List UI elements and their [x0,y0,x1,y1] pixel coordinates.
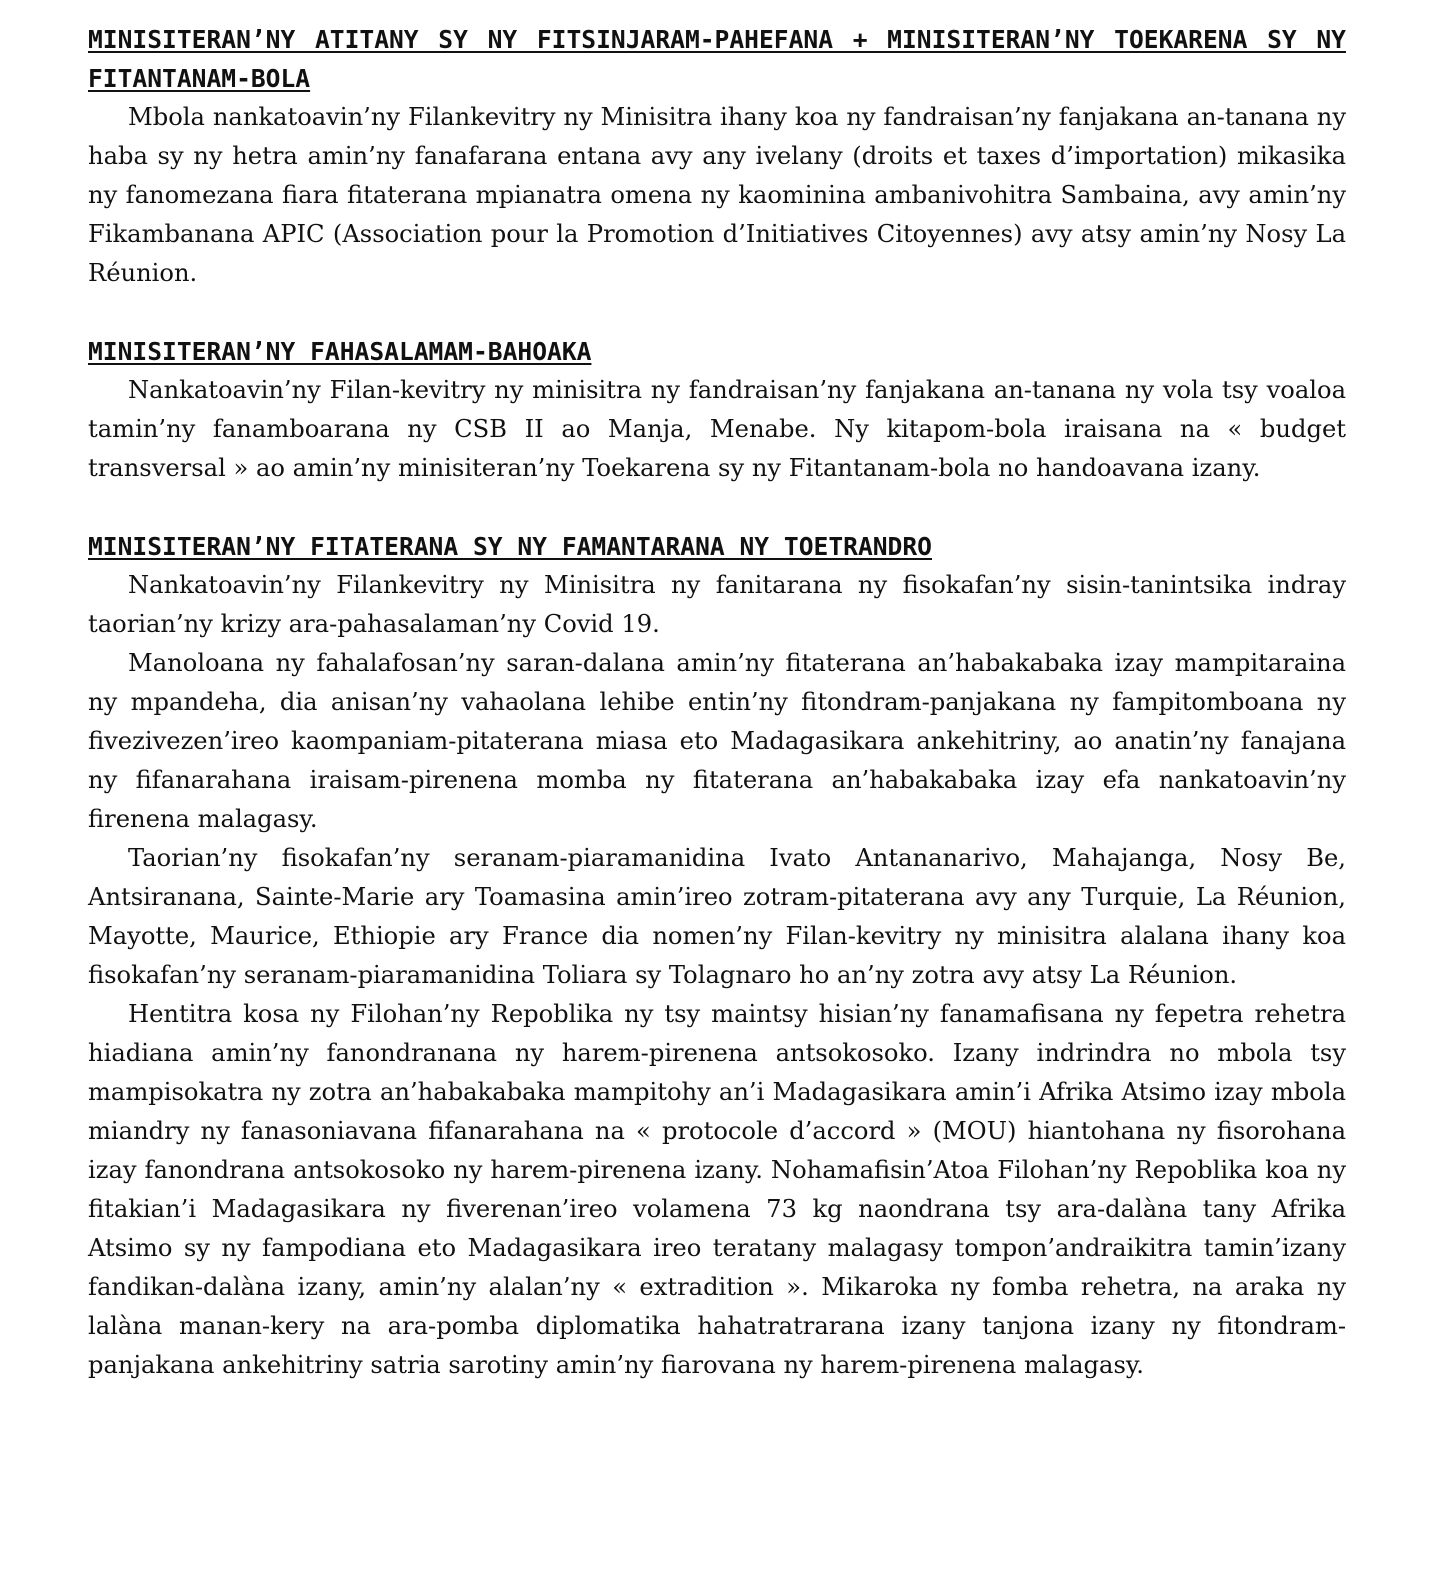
document-page [88,20,1346,1385]
paragraph: Hentitra kosa ny Filohan’ny Repoblika ny tsy maintsy hisian’ny fanamafisana ny fepetra rehetra hiadiana amin’ny fanondranana ny harem-pirenena antsokosoko. Izany indrindra no mbola tsy mampisokatra ny zotra an’habakabaka mampitohy an’i Madagasikara amin’i Afrika Atsimo izay mbola miandry ny fanasoniavana fifanarahana na « protocole d’accord » (MOU) hiantohana ny fisorohana izay fanondrana antsokosoko ny harem-pirenena izany. Nohamafisin’Atoa Filohan’ny Repoblika koa ny fitakian’i Madagasikara ny fiverenan’ireo volamena 73 kg naondrana tsy ara-dalàna tany Afrika Atsimo sy ny fampodiana eto Madagasikara ireo teratany malagasy tompon’andraikitra tamin’izany fandikan-dalàna izany, amin’ny alalan’ny « extradition ». Mikaroka ny fomba rehetra, na araka ny lalàna manan-kery na ara-pomba diplomatika hahatratrarana izany tanjona izany ny fitondram-panjakana ankehitriny satria sarotiny amin’ny fiarovana ny harem-pirenena malagasy. [88,1000,1346,1379]
paragraph: Manoloana ny fahalafosan’ny saran-dalana amin’ny fitaterana an’habakabaka izay mampitaraina ny mpandeha, dia anisan’ny vahaolana lehibe entin’ny fitondram-panjakana ny fampitomboana ny fivezivezen’ireo kaompaniam-pitaterana miasa eto Madagasikara ankehitriny, ao anatin’ny fanajana ny fifanarahana iraisam-pirenena momba ny fitaterana an’habakabaka izay efa nankatoavin’ny firenena malagasy. [88,649,1346,833]
section-public-health [88,332,1346,488]
paragraph: Nankatoavin’ny Filan-kevitry ny minisitra ny fandraisan’ny fanjakana an-tanana ny vola tsy voaloa tamin’ny fanamboarana ny CSB II ao Manja, Menabe. Ny kitapom-bola iraisana na « budget transversal » ao amin’ny minisiteran’ny Toekarena sy ny Fitantanam-bola no handoavana izany. [88,376,1346,482]
section-transport-meteorology [88,527,1346,1385]
paragraph: Taorian’ny fisokafan’ny seranam-piaramanidina Ivato Antananarivo, Mahajanga, Nosy Be, Antsiranana, Sainte-Marie ary Toamasina amin’ireo zotram-pitaterana avy any Turquie, La Réunion, Mayotte, Maurice, Ethiopie ary France dia nomen’ny Filan-kevitry ny minisitra alalana ihany koa fisokafan’ny seranam-piaramanidina Toliara sy Tolagnaro ho an’ny zotra avy atsy La Réunion. [88,844,1346,989]
section-heading: MINISITERAN’NY ATITANY SY NY FITSINJARAM-PAHEFANA + MINISITERAN’NY TOEKARENA SY NY FITANTANAM-BOLA [88,25,1346,93]
paragraph: Mbola nankatoavin’ny Filankevitry ny Minisitra ihany koa ny fandraisan’ny fanjakana an-tanana ny haba sy ny hetra amin’ny fanafarana entana avy any ivelany (droits et taxes d’importation) mikasika ny fanomezana fiara fitaterana mpianatra omena ny kaominina ambanivohitra Sambaina, avy amin’ny Fikambanana APIC (Association pour la Promotion d’Initiatives Citoyennes) avy atsy amin’ny Nosy La Réunion. [88,103,1346,287]
section-heading: MINISITERAN’NY FITATERANA SY NY FAMANTARANA NY TOETRANDRO [88,532,932,561]
paragraph: Nankatoavin’ny Filankevitry ny Minisitra ny fanitarana ny fisokafan’ny sisin-tanintsika indray taorian’ny krizy ara-pahasalaman’ny Covid 19. [88,571,1346,638]
section-heading: MINISITERAN’NY FAHASALAMAM-BAHOAKA [88,337,592,366]
section-interior-finance [88,20,1346,293]
